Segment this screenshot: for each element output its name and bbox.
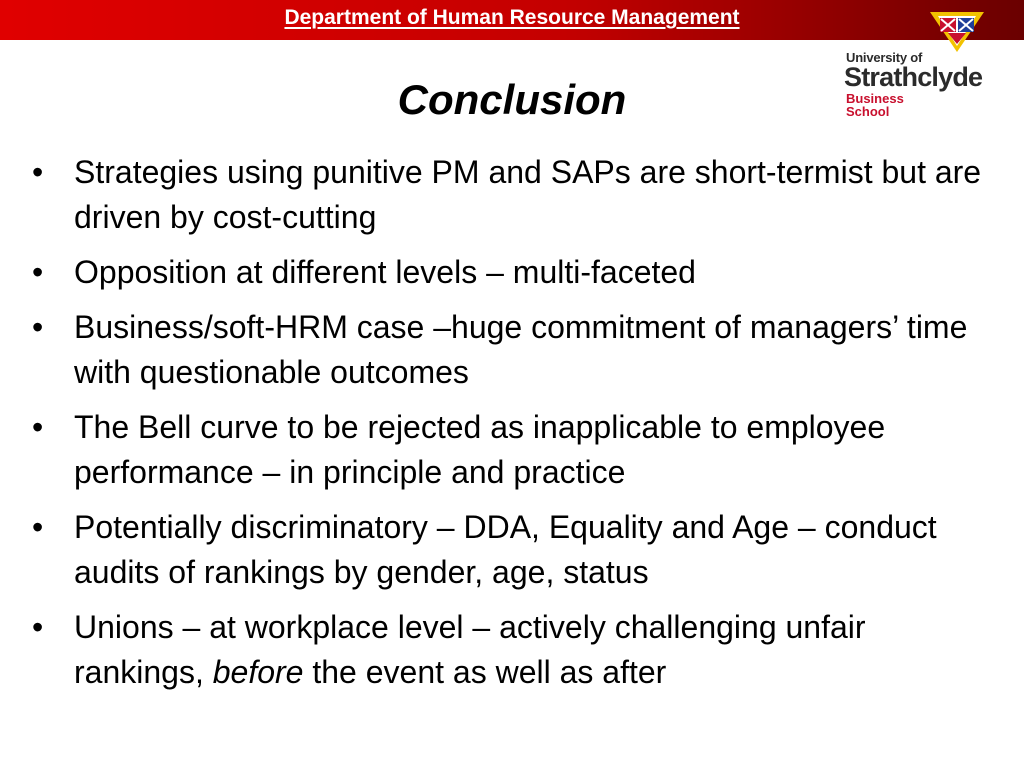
logo-business: Business — [846, 91, 904, 106]
bullet-item — [30, 505, 990, 595]
bullet-item — [30, 305, 990, 395]
bullet-item — [30, 150, 990, 240]
bullet-dot-icon: • — [32, 254, 44, 290]
bullet-text: Business/soft-HRM case –huge commitment of managers’ time with questionable outcomes — [74, 309, 968, 390]
bullet-dot-icon: • — [32, 154, 44, 190]
bullet-text: Potentially discriminatory – DDA, Equality and Age – conduct audits of rankings by gender, age, status — [74, 509, 937, 590]
logo-university-of: University of — [846, 50, 923, 65]
bullet-text: Opposition at different levels – multi-faceted — [74, 254, 696, 290]
bullet-text-after: the event as well as after — [303, 654, 667, 690]
slide-title: Conclusion — [397, 76, 627, 123]
bullet-emphasis: before — [212, 654, 304, 690]
bullet-list — [30, 150, 990, 705]
logo-school: School — [846, 104, 890, 119]
bullet-item — [30, 250, 990, 295]
bullet-dot-icon: • — [32, 409, 44, 445]
crest-icon — [928, 10, 986, 54]
bullet-dot-icon: • — [32, 509, 44, 545]
bullet-dot-icon: • — [32, 309, 44, 345]
bullet-text-before: Unions – at workplace level – actively challenging unfair rankings, — [74, 609, 866, 690]
bullet-item — [30, 605, 990, 695]
department-title: Department of Human Resource Management — [284, 6, 740, 29]
bullet-item — [30, 405, 990, 495]
bullet-text: The Bell curve to be rejected as inapplicable to employee performance – in principle and practice — [74, 409, 886, 490]
bullet-text: Strategies using punitive PM and SAPs are short-termist but are driven by cost-cutting — [74, 154, 982, 235]
logo-strathclyde: Strathclyde — [844, 62, 983, 92]
bullet-dot-icon: • — [32, 609, 44, 645]
